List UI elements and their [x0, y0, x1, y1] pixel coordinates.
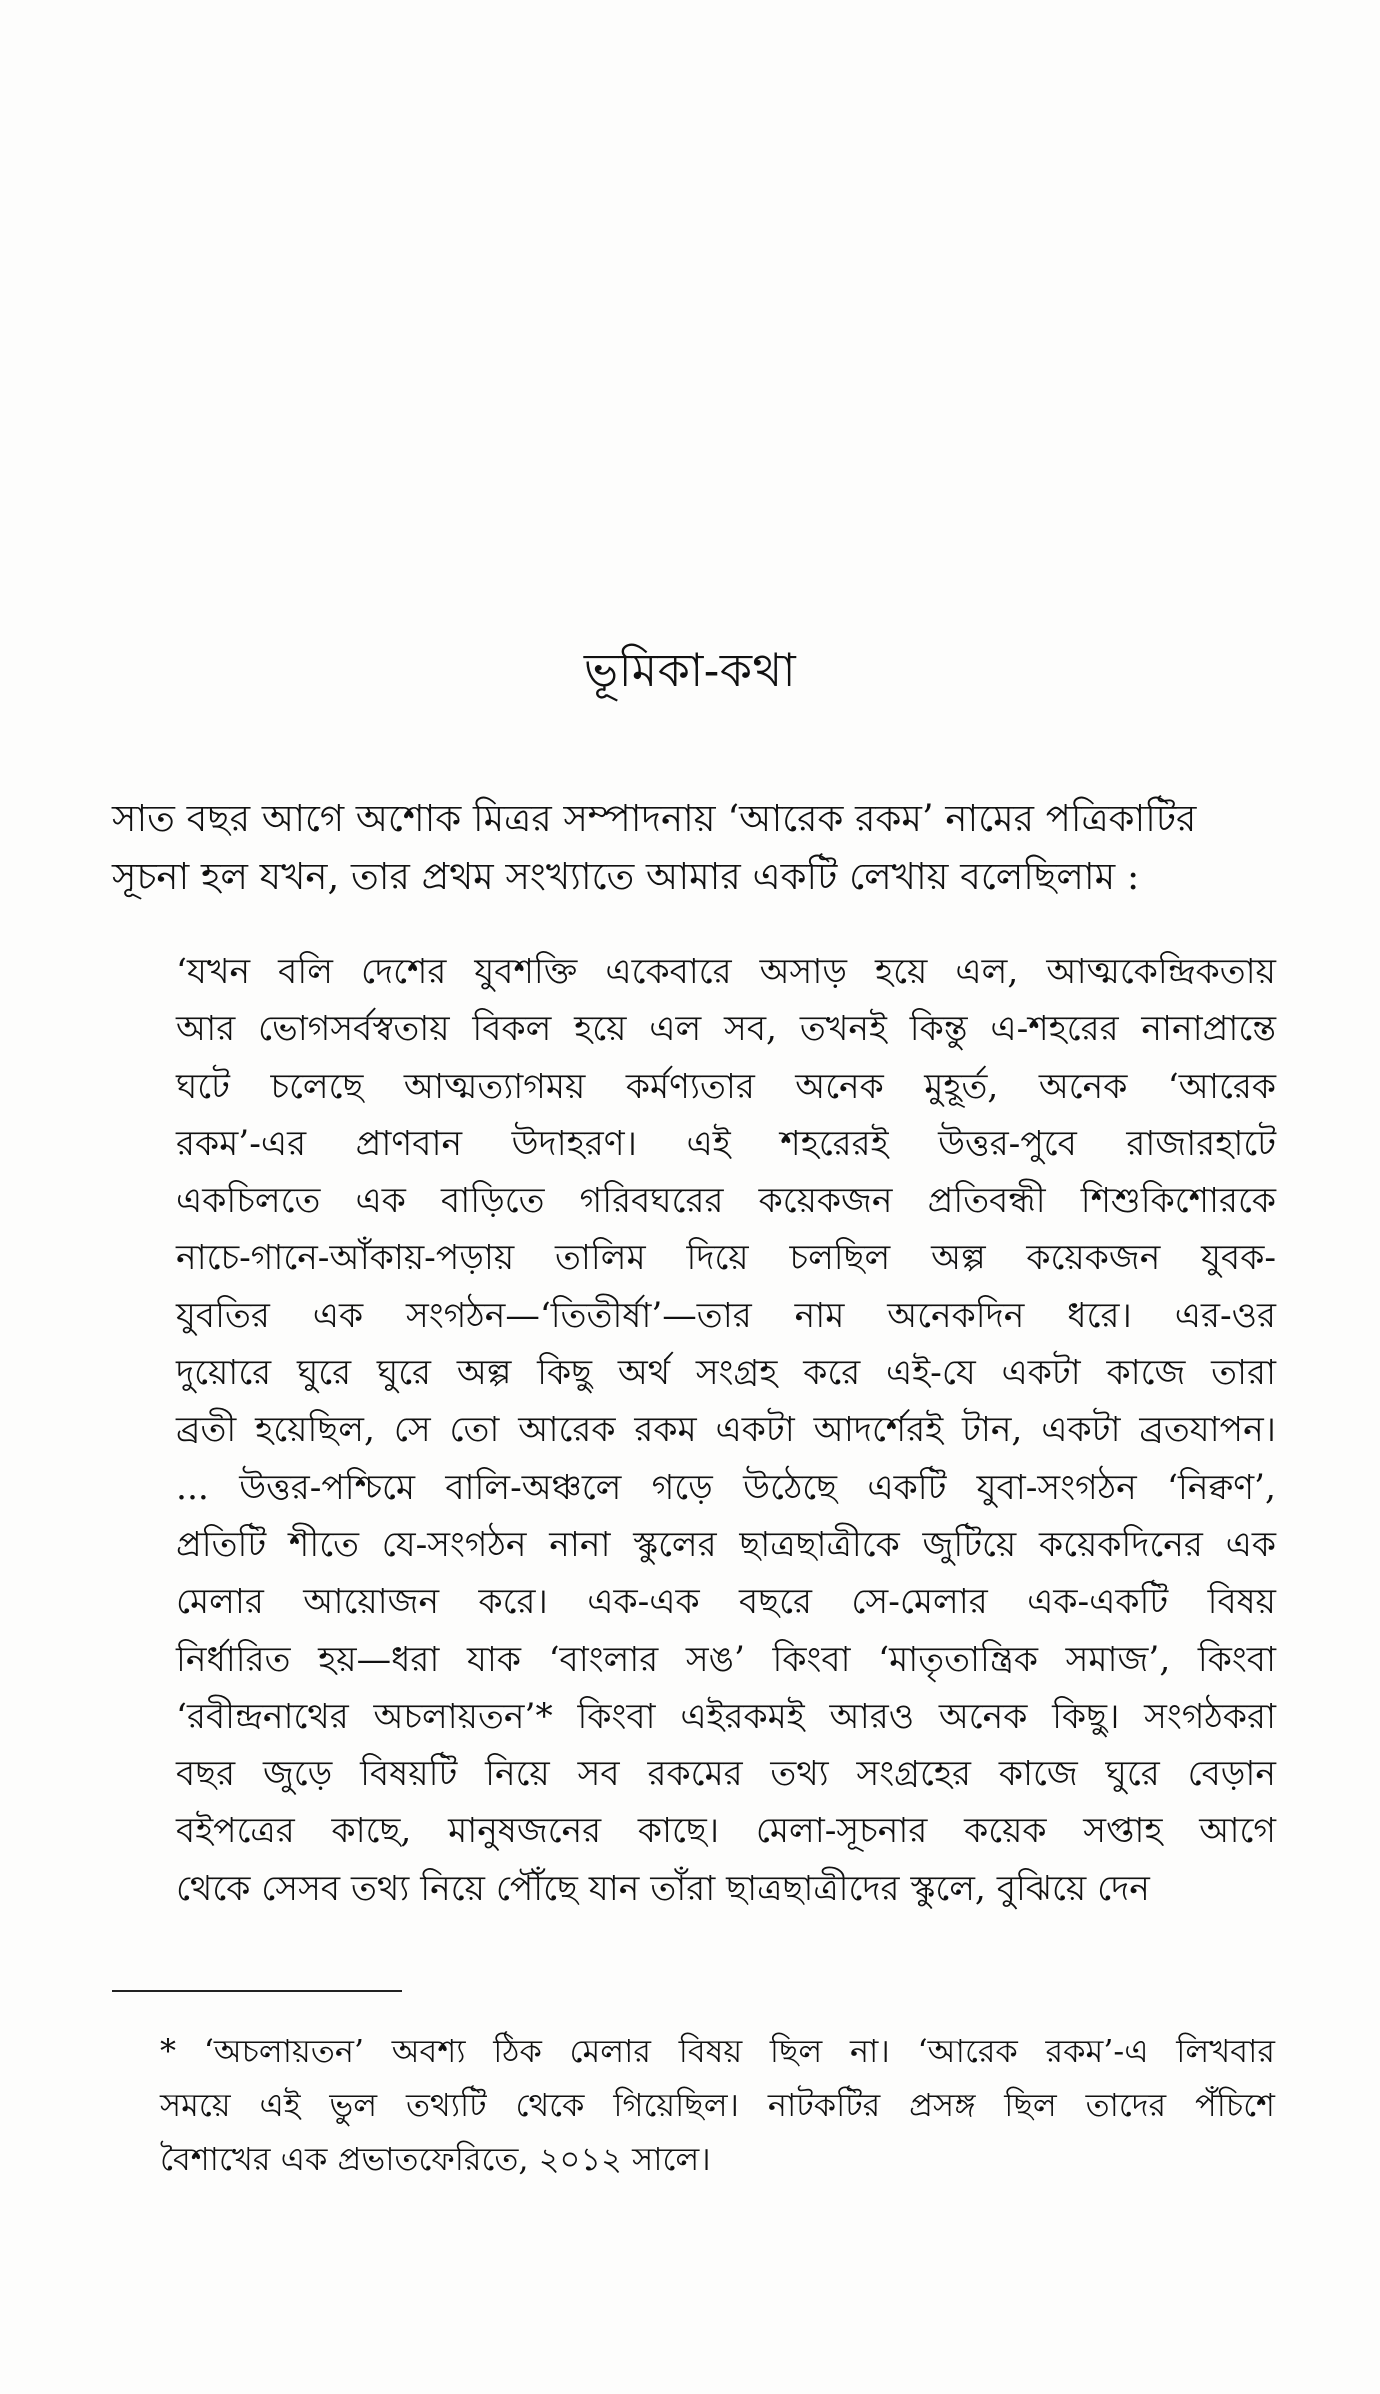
quote-line: ‘যখন বলি দেশের যুবশক্তি একেবারে অসাড় হয়ে এল, আত্মকেন্দ্রিকতায় — [176, 952, 1276, 992]
quote-line: রকম’-এর প্রাণবান উদাহরণ। এই শহরেরই উত্তর-পুবে রাজারহাটে — [176, 1123, 1276, 1164]
quote-line: ... উত্তর-পশ্চিমে বালি-অঞ্চলে গড়ে উঠেছে একটি যুবা-সংগঠন ‘নিক্বণ’, — [176, 1467, 1276, 1508]
quote-line: দুয়োরে ঘুরে ঘুরে অল্প কিছু অর্থ সংগ্রহ করে এই-যে একটা কাজে তারা — [176, 1353, 1276, 1394]
quoted-passage — [176, 944, 1276, 1918]
intro-line: সূচনা হল যখন, তার প্রথম সংখ্যাতে আমার একটি লেখায় বলেছিলাম : — [112, 855, 1140, 898]
quote-line: ব্রতী হয়েছিল, সে তো আরেক রকম একটা আদর্শেরই টান, একটা ব্রতযাপন। — [176, 1410, 1276, 1451]
quote-line: একচিলতে এক বাড়িতে গরিবঘরের কয়েকজন প্রতিবন্ধী শিশুকিশোরকে — [176, 1181, 1276, 1222]
footnote-divider — [112, 1990, 402, 1992]
quote-line: যুবতির এক সংগঠন—‘তিতীর্ষা’—তার নাম অনেকদিন ধরে। এর-ওর — [176, 1295, 1276, 1336]
quote-line: প্রতিটি শীতে যে-সংগঠন নানা স্কুলের ছাত্রছাত্রীকে জুটিয়ে কয়েকদিনের এক — [176, 1524, 1276, 1565]
footnote-line: * ‘অচলায়তন’ অবশ্য ঠিক মেলার বিষয় ছিল না। ‘আরেক রকম’-এ লিখবার — [160, 2032, 1275, 2070]
intro-line: সাত বছর আগে অশোক মিত্রর সম্পাদনায় ‘আরেক রকম’ নামের পত্রিকাটির — [112, 797, 1197, 840]
quote-line: নির্ধারিত হয়—ধরা যাক ‘বাংলার সঙ’ কিংবা ‘মাতৃতান্ত্রিক সমাজ’, কিংবা — [176, 1639, 1276, 1680]
quote-line: বছর জুড়ে বিষয়টি নিয়ে সব রকমের তথ্য সংগ্রহের কাজে ঘুরে বেড়ান — [176, 1754, 1276, 1795]
quote-line: নাচে-গানে-আঁকায়-পড়ায় তালিম দিয়ে চলছিল অল্প কয়েকজন যুবক- — [176, 1238, 1276, 1279]
quote-line: মেলার আয়োজন করে। এক-এক বছরে সে-মেলার এক-একটি বিষয় — [176, 1582, 1276, 1623]
quote-line: আর ভোগসর্বস্বতায় বিকল হয়ে এল সব, তখনই কিন্তু এ-শহরের নানাপ্রান্তে — [176, 1009, 1276, 1050]
quote-line: থেকে সেসব তথ্য নিয়ে পৌঁছে যান তাঁরা ছাত্রছাত্রীদের স্কুলে, বুঝিয়ে দেন — [176, 1868, 1150, 1909]
page-title: ভূমিকা-কথা — [583, 643, 797, 697]
footnote — [160, 2024, 1275, 2186]
footnote-line: সময়ে এই ভুল তথ্যটি থেকে গিয়েছিল। নাটকটির প্রসঙ্গ ছিল তাদের পঁচিশে — [160, 2086, 1275, 2124]
quote-line: বইপত্রের কাছে, মানুষজনের কাছে। মেলা-সূচনার কয়েক সপ্তাহ আগে — [176, 1811, 1276, 1852]
quote-line: ‘রবীন্দ্রনাথের অচলায়তন’* কিংবা এইরকমই আরও অনেক কিছু। সংগঠকরা — [176, 1696, 1276, 1737]
footnote-line: বৈশাখের এক প্রভাতফেরিতে, ২০১২ সালে। — [160, 2140, 711, 2178]
intro-paragraph — [112, 790, 1277, 906]
quote-line: ঘটে চলেছে আত্মত্যাগময় কর্মণ্যতার অনেক মুহূর্ত, অনেক ‘আরেক — [176, 1066, 1276, 1107]
